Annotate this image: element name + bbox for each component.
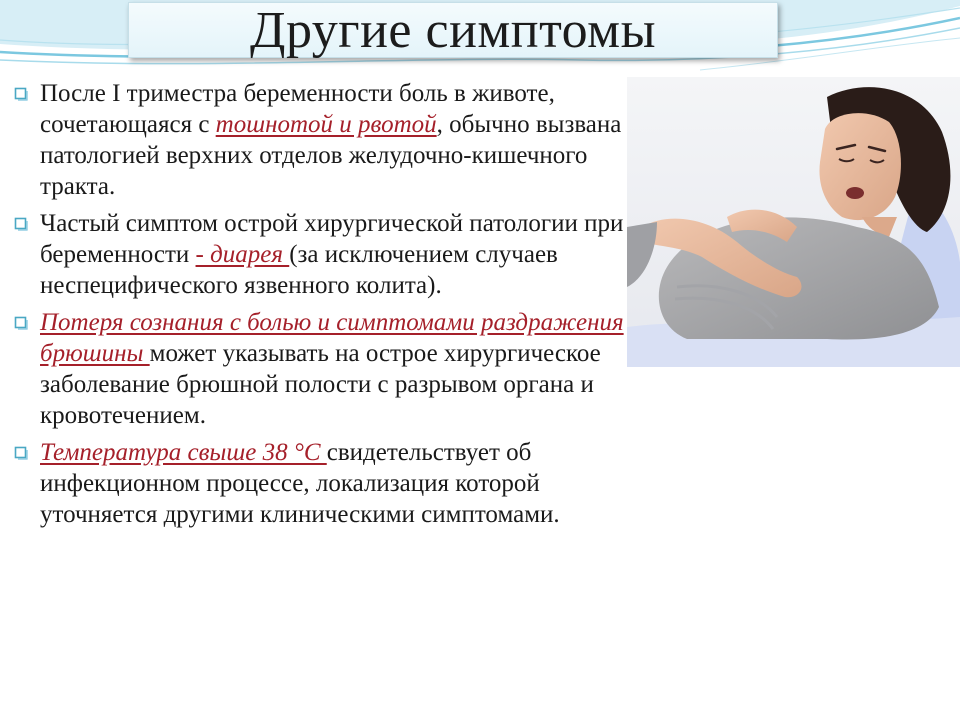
hollow-square-bullet-icon: [14, 316, 28, 330]
title-box: [128, 2, 778, 58]
bullet-text: (за исключением случаев неспецифического язвенного колита).: [40, 241, 558, 299]
bullet-text: может указывать на острое хирургическое заболевание брюшной полости с разрывом органа и кровотечением.: [40, 340, 601, 429]
bullet-text: Частый симптом острой хирургической патологии при беременности: [40, 210, 624, 268]
bullet-item: [12, 437, 662, 530]
hollow-square-bullet-icon: [14, 217, 28, 231]
emphasis-text: - диарея: [195, 241, 290, 268]
emphasis-text: Потеря сознания с болью и симптомами раздражения брюшины: [40, 309, 624, 367]
pregnant-woman-in-pain-photo: [627, 77, 960, 367]
bullet-item: [12, 208, 662, 301]
bullet-item: [12, 78, 662, 202]
emphasis-text: тошнотой и рвотой: [215, 111, 437, 138]
emphasis-text: Температура свыше 38 °С: [40, 439, 327, 466]
bullet-text: свидетельствует об инфекционном процессе, локализация которой уточняется другими клиническими симптомами.: [40, 439, 560, 528]
hollow-square-bullet-icon: [14, 87, 28, 101]
hollow-square-bullet-icon: [14, 446, 28, 460]
bullet-text: После I триместра беременности боль в животе, сочетающаяся с: [40, 80, 555, 138]
slide-title: Другие симптомы: [249, 2, 657, 59]
bullet-item: [12, 307, 662, 431]
bullet-text: , обычно вызвана патологией верхних отделов желудочно-кишечного тракта.: [40, 111, 622, 200]
bullet-list: [12, 78, 662, 536]
